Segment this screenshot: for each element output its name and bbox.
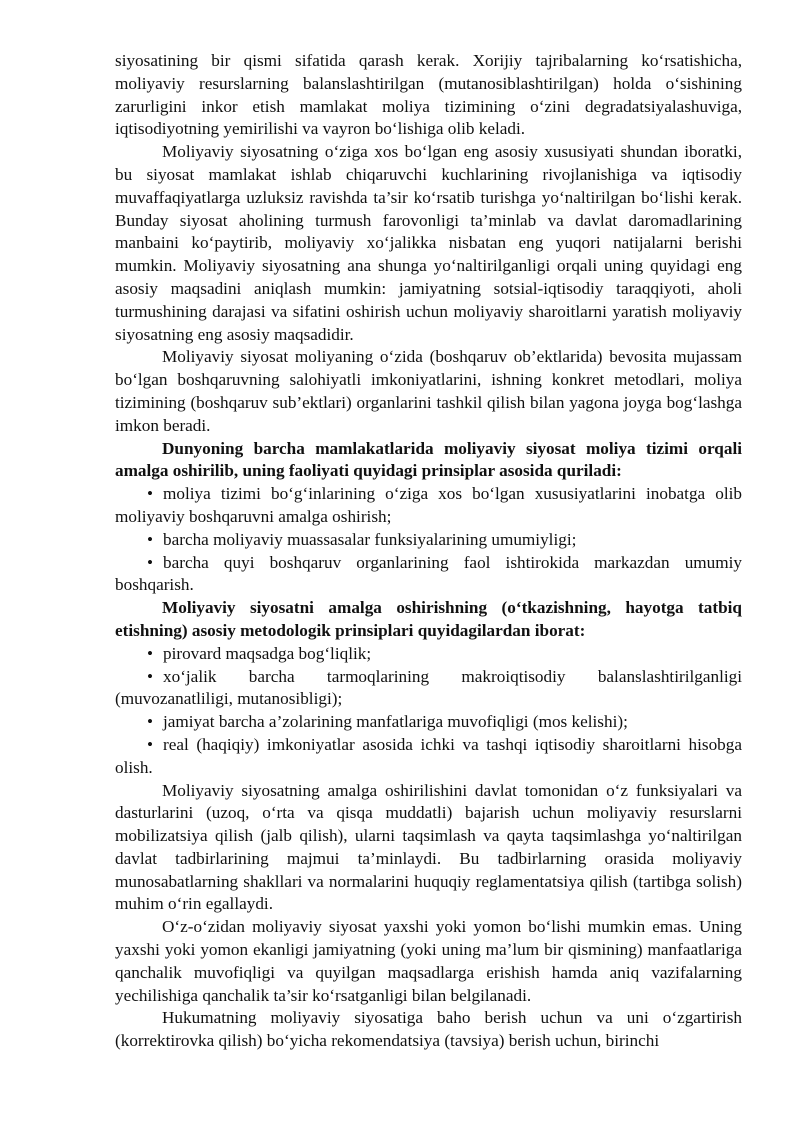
list-item: • jamiyat barcha a’zolarining manfatlariga muvofiqligi (mos kelishi); — [115, 711, 742, 734]
paragraph-2: Moliyaviy siyosatning o‘ziga xos bo‘lgan eng asosiy xususiyati shundan iboratki, bu siyosat mamlakat ishlab chiqaruvchi kuchlarining rivojlanishiga va iqtisodiy muvaffaqiyatlarga uzluksiz ravishda ta’sir ko‘rsatib turishga yo‘naltirilgan bo‘lishi kerak. Bunday siyosat aholining turmush farovonligi ta’minlab va davlat daromadlarining manbaini ko‘paytirib, moliyaviy xo‘jalikka nisbatan eng yuqori natijalarni berishi mumkin. Moliyaviy siyosatning ana shunga yo‘naltirilganligi orqali uning quyidagi eng asosiy maqsadini aniqlash mumkin: jamiyatning sotsial-iqtisodiy taraqqiyoti, aholi turmushining darajasi va sifatini oshirish uchun moliyaviy sharoitlarni yaratish moliyaviy siyosatning eng asosiy maqsadidir. — [115, 142, 742, 344]
list-item: • pirovard maqsadga bog‘liqlik; — [115, 643, 742, 666]
paragraph-3: Moliyaviy siyosat moliyaning o‘zida (boshqaruv ob’ektlarida) bevosita mujassam bo‘lgan boshqaruvning salohiyatli imkoniyatlarini, ishning konkret metodlari, moliya tizimining (boshqaruv sub’ektlari) organlarini tashkil qilish bilan yagona joyga bog‘lashga imkon beradi. — [115, 347, 742, 435]
heading-methodological-principles: Moliyaviy siyosatni amalga oshirishning (o‘tkazishning, hayotga tatbiq etishning) asosiy metodologik prinsiplari quyidagilardan iborat: — [115, 598, 742, 640]
paragraph-6: Hukumatning moliyaviy siyosatiga baho berish uchun va uni o‘zgartirish (korrektirovka qilish) bo‘yicha rekomendatsiya (tavsiya) berish uchun, birinchi — [115, 1008, 742, 1051]
paragraph-5: O‘z-o‘zidan moliyaviy siyosat yaxshi yoki yomon bo‘lishi mumkin emas. Uning yaxshi yoki yomon ekanligi jamiyatning (yoki uning ma’lum bir qismining) manfaatlariga qanchalik muvofiqligi va quyilgan maqsadlarga erishish hamda aniq vazifalarning yechilishiga qanchalik ta’sir ko‘rsatganligi bilan belgilanadi. — [115, 917, 742, 1005]
bullet-icon: • — [146, 529, 153, 549]
list-item: • barcha quyi boshqaruv organlarining faol ishtirokida markazdan umumiy boshqarish. — [115, 552, 742, 595]
heading-principles: Dunyoning barcha mamlakatlarida moliyaviy siyosat moliya tizimi orqali amalga oshirilib, uning faoliyati quyidagi prinsiplar asosida quriladi: — [115, 438, 742, 481]
list-item: • real (haqiqiy) imkoniyatlar asosida ichki va tashqi iqtisodiy sharoitlarni hisobga olish. — [115, 734, 742, 777]
paragraph-4: Moliyaviy siyosatning amalga oshirilishini davlat tomonidan o‘z funksiyalari va dasturlarini (uzoq, o‘rta va qisqa muddatli) bajarish uchun moliyaviy resurslarni mobilizatsiya qilish (jalb qilish), ularni taqsimlash va qayta taqsimlashga yo‘naltirilgan davlat tadbirlarining majmui ta’minlaydi. Bu tadbirlarning orasida moliyaviy munosabatlarning shakllari va normalarini huquqiy reglamentatsiya qilish (tartibga solish) muhim o‘rin egallaydi. — [115, 780, 742, 914]
list-item: • barcha moliyaviy muassasalar funksiyalarining umumiyligi; — [115, 529, 742, 552]
bullet-icon: • — [146, 643, 153, 663]
bullet-icon: • — [146, 734, 153, 754]
bullet-icon: • — [146, 712, 153, 732]
bullet-icon: • — [146, 666, 153, 686]
list-item: • xo‘jalik barcha tarmoqlarining makroiqtisodiy balanslashtirilganligi (muvozanatliligi, mutanosibligi); — [115, 666, 742, 709]
list-item: • moliya tizimi bo‘g‘inlarining o‘ziga xos bo‘lgan xususiyatlarini inobatga olib moliyaviy boshqaruvni amalga oshirish; — [115, 484, 742, 526]
bullet-icon: • — [146, 552, 153, 572]
paragraph-1: siyosatining bir qismi sifatida qarash kerak. Xorijiy tajribalarning ko‘rsatishicha, moliyaviy resurslarning balanslashtirilgan (mutanosiblashtirilgan) holda o‘sishining zarurligini inkor etish mamlakat moliya tizimining o‘zini degradatsiyalashuviga, iqtisodiyotning yemirilishi va vayron bo‘lishiga olib keladi. — [115, 51, 742, 139]
document-page — [115, 50, 742, 1053]
bullet-icon: • — [146, 484, 153, 504]
